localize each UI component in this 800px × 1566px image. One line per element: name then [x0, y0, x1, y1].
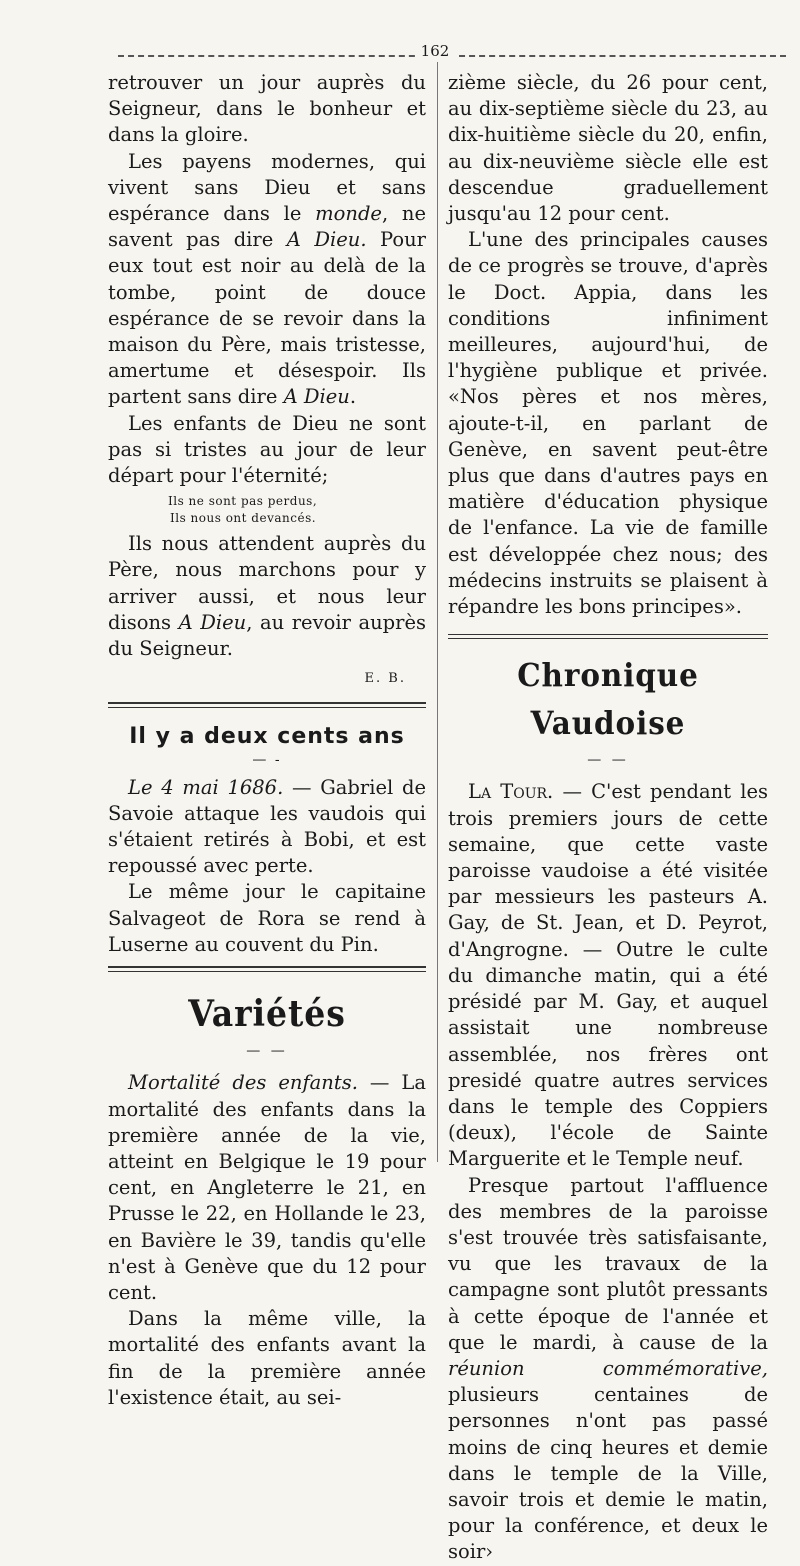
- paragraph: L'une des principales causes de ce progrès se trouve, d'après le Doct. Appia, dans les conditions infiniment meilleures, aujourd'hui, de l'hygiène publique et privée. «Nos pères et nos mères, ajoute-t-il, en parlant de Genève, en savent peut-être plus que dans d'autres pays en matière d'éducation physique de l'enfance. La vie de famille est développée chez nous; des médecins instruits se plaisent à répandre les bons principes».: [448, 228, 768, 619]
- paragraph: Ils nous attendent auprès du Père, nous marchons pour y arriver aussi, et nous leur disons A Dieu, au revoir auprès du Seigneur.: [108, 532, 426, 661]
- paragraph: La Tour. — C'est pendant les trois premiers jours de cette semaine, que cette vaste paroisse vaudoise a été visitée par messieurs les pasteurs A. Gay, de St. Jean, et D. Peyrot, d'Angrogne. — Outre le culte du dimanche matin, qui a été présidé par M. Gay, et auquel assistait une nombreuse assemblée, nos frères ont presidé quatre autres services dans le temple des Coppiers (deux), l'école de Sainte Marguerite et le Temple neuf.: [448, 780, 769, 1171]
- paragraph: retrouver un jour auprès du Seigneur, dans le bonheur et dans la gloire.: [108, 71, 426, 147]
- title-dash: — -: [252, 751, 282, 768]
- paragraph: Le 4 mai 1686. — Gabriel de Savoie attaque les vaudois qui s'étaient retirés à Bobi, et est repoussé avec perte.: [108, 775, 426, 878]
- signature: E. B.: [364, 671, 406, 687]
- left-column: [108, 70, 426, 1411]
- paragraph: zième siècle, du 26 pour cent, au dix-septième siècle du 23, au dix-huitième siècle du 20, enfin, au dix-neuvième siècle elle est descendue graduellement jusqu'au 12 pour cent.: [448, 71, 768, 226]
- column-divider: [437, 62, 438, 1162]
- paragraph: Presque partout l'affluence des membres de la paroisse s'est trouvée très satisfaisante, vu que les travaux de la campagne sont plutôt pressants à cette époque de l'année et que le mardi, à cause de la réunion commémorative, plusieurs centaines de personnes n'ont pas passé moins de cinq heures et demie dans le temple de la Ville, savoir trois et demie le matin, pour la conférence, et deux le soir›: [448, 1173, 768, 1564]
- title-dash: — —: [587, 752, 629, 769]
- verse-line: Ils ne sont pas perdus,: [168, 494, 318, 509]
- verse-line: Ils nous ont devancés.: [170, 511, 317, 526]
- section-title: Variétés: [188, 993, 346, 1036]
- section-divider: [448, 634, 768, 639]
- section-divider: [108, 966, 426, 972]
- title-dash: — —: [246, 1043, 288, 1060]
- paragraph: Le même jour le capitaine Salvageot de Rora se rend à Luserne au couvent du Pin.: [108, 880, 426, 956]
- paragraph: Mortalité des enfants. — La mortalité des enfants dans la première année de la vie, atteint en Belgique le 19 pour cent, en Angleterre le 21, en Prusse le 22, en Hollande le 23, en Bavière le 39, tandis qu'elle n'est à Genève que du 12 pour cent.: [108, 1071, 426, 1304]
- right-column: [448, 70, 768, 1566]
- paragraph: Dans la même ville, la mortalité des enfants avant la fin de la première année l'existence était, au sei-: [108, 1307, 426, 1409]
- page-number: 162: [415, 42, 455, 60]
- verse-quote: [168, 493, 426, 527]
- section-title: Chronique Vaudoise: [517, 656, 699, 743]
- section-divider: [108, 702, 426, 708]
- paragraph: Les enfants de Dieu ne sont pas si tristes au jour de leur départ pour l'éternité;: [108, 411, 426, 488]
- paragraph: Les payens modernes, qui vivent sans Dieu et sans espérance dans le monde, ne savent pas dire A Dieu. Pour eux tout est noir au delà de la tombe, point de douce espérance de se revoir dans la maison du Père, mais tristesse, amertume et désespoir. Ils partent sans dire A Dieu.: [108, 149, 426, 409]
- section-title: Il y a deux cents ans: [129, 724, 405, 750]
